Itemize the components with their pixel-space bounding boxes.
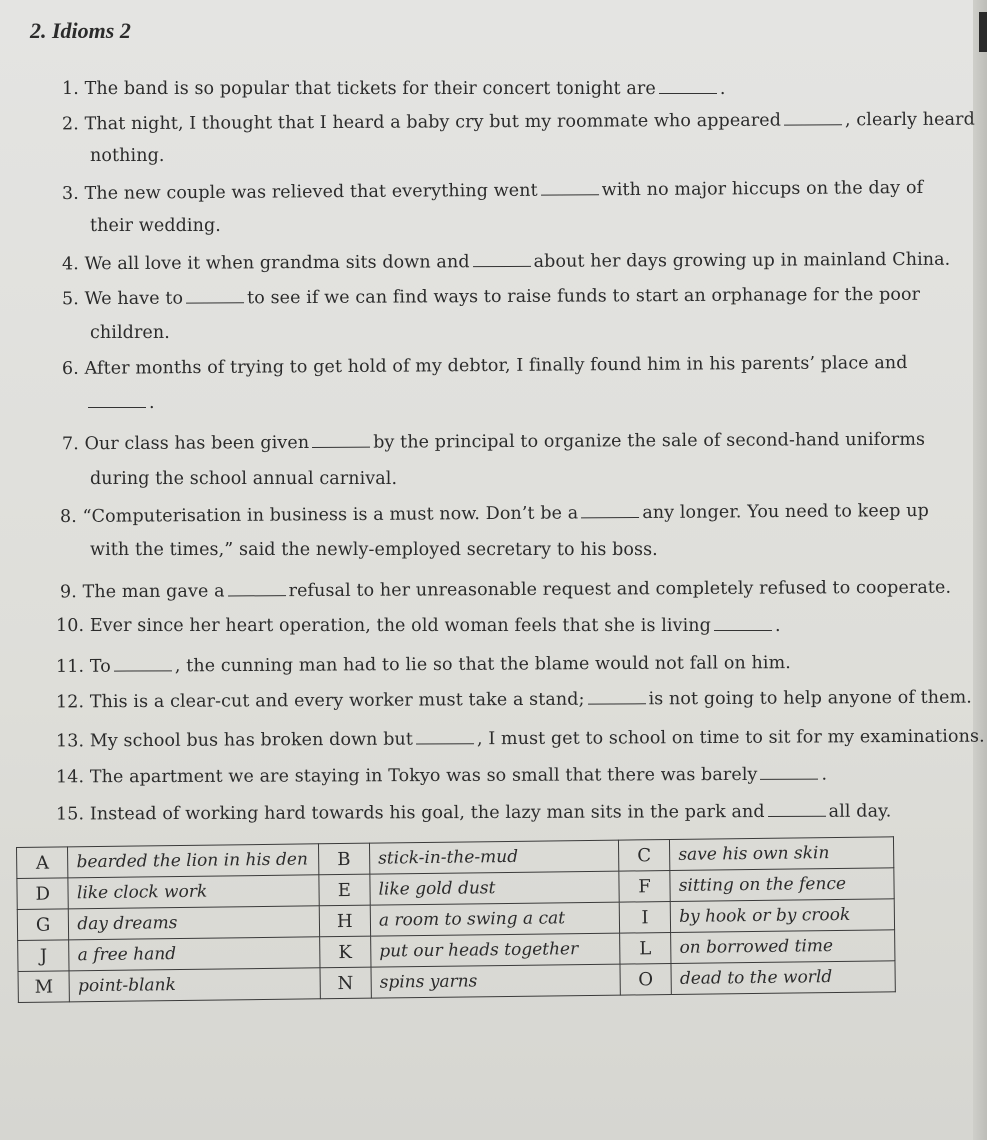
question-text: Our class has been given xyxy=(84,432,310,455)
question-text: The man gave a xyxy=(82,581,225,603)
question-number: 15. xyxy=(55,804,85,825)
option-letter: M xyxy=(18,971,70,1003)
question-text: This is a clear-cut and every worker must take a stand; xyxy=(89,689,585,713)
option-phrase: spins yarns xyxy=(371,964,620,998)
question-3-cont: their wedding. xyxy=(90,216,221,236)
option-phrase: on borrowed time xyxy=(671,930,895,964)
question-5 xyxy=(62,285,920,309)
question-13 xyxy=(56,727,985,752)
question-15 xyxy=(56,802,891,825)
question-6-cont xyxy=(88,393,155,413)
option-letter: J xyxy=(18,940,70,972)
option-letter: O xyxy=(620,964,672,996)
question-text: with no major hiccups on the day of xyxy=(601,177,924,201)
question-number: 13. xyxy=(55,731,85,752)
option-phrase: dead to the world xyxy=(671,961,895,995)
question-4 xyxy=(62,250,950,275)
answer-blank[interactable] xyxy=(581,516,639,518)
answer-blank[interactable] xyxy=(784,123,842,125)
option-letter: C xyxy=(618,840,670,872)
edge-mark xyxy=(979,12,987,52)
question-12 xyxy=(56,688,972,713)
question-6 xyxy=(62,353,908,379)
question-1 xyxy=(62,79,725,99)
question-number: 2. xyxy=(61,114,79,135)
question-text: . xyxy=(719,79,726,99)
option-letter: L xyxy=(619,933,671,965)
option-phrase: like clock work xyxy=(68,875,319,909)
option-phrase: day dreams xyxy=(69,906,320,940)
answer-blank[interactable] xyxy=(114,669,172,671)
question-number: 9. xyxy=(59,582,77,603)
question-text: . xyxy=(774,616,781,636)
question-3 xyxy=(62,178,923,204)
question-number: 7. xyxy=(61,434,79,455)
option-letter: H xyxy=(319,905,371,937)
question-number: 10. xyxy=(56,616,85,636)
option-phrase: by hook or by crook xyxy=(670,899,894,933)
question-text: The band is so popular that tickets for their concert tonight are xyxy=(84,79,656,99)
question-text: refusal to her unreasonable request and completely refused to cooperate. xyxy=(288,577,952,602)
answer-blank[interactable] xyxy=(714,629,772,631)
question-8-cont: with the times,” said the newly-employed secretary to his boss. xyxy=(90,540,658,560)
question-text: . xyxy=(821,764,828,785)
option-phrase: a room to swing a cat xyxy=(370,902,619,936)
answer-blank[interactable] xyxy=(88,406,146,408)
question-text: , clearly heard xyxy=(844,109,975,131)
question-text: My school bus has broken down but xyxy=(89,729,414,752)
question-5-cont: children. xyxy=(90,323,170,343)
idioms-table xyxy=(16,836,896,1003)
question-2-cont: nothing. xyxy=(90,146,165,166)
question-text: any longer. You need to keep up xyxy=(642,500,929,523)
question-text: , the cunning man had to lie so that the blame would not fall on him. xyxy=(174,653,791,677)
answer-blank[interactable] xyxy=(473,265,531,267)
question-text: . xyxy=(149,393,155,413)
option-letter: E xyxy=(318,874,370,906)
answer-blank[interactable] xyxy=(312,446,370,448)
question-text: We have to xyxy=(84,288,184,310)
question-text: , I must get to school on time to sit for my examinations. xyxy=(476,726,985,750)
option-phrase: stick-in-the-mud xyxy=(369,840,618,874)
question-number: 3. xyxy=(61,183,79,205)
question-9 xyxy=(60,578,951,603)
answer-blank[interactable] xyxy=(541,193,599,195)
question-text: That night, I thought that I heard a baby cry but my roommate who appeared xyxy=(84,110,782,135)
question-text: We all love it when grandma sits down and xyxy=(84,252,470,275)
answer-blank[interactable] xyxy=(416,742,474,744)
answer-blank[interactable] xyxy=(228,594,286,596)
question-14 xyxy=(56,765,827,788)
question-text: is not going to help anyone of them. xyxy=(648,687,972,710)
answer-blank[interactable] xyxy=(659,92,717,94)
answer-blank[interactable] xyxy=(760,778,818,780)
question-number: 14. xyxy=(55,767,85,788)
question-7 xyxy=(62,430,925,455)
question-number: 4. xyxy=(61,254,79,275)
option-phrase: sitting on the fence xyxy=(670,868,894,902)
answer-blank[interactable] xyxy=(768,815,826,817)
question-number: 6. xyxy=(61,358,79,379)
option-phrase: like gold dust xyxy=(370,871,619,905)
section-title: 2. Idioms 2 xyxy=(30,18,131,43)
question-text: To xyxy=(89,656,111,677)
option-phrase: save his own skin xyxy=(670,837,894,871)
question-number: 12. xyxy=(55,692,85,713)
question-text: After months of trying to get hold of my debtor, I finally found him in his parents’ place and xyxy=(84,353,908,379)
option-letter: N xyxy=(320,967,372,999)
option-letter: K xyxy=(319,936,371,968)
question-8 xyxy=(60,501,929,527)
answer-blank[interactable] xyxy=(186,301,244,303)
question-number: 5. xyxy=(61,289,79,310)
option-phrase: bearded the lion in his den xyxy=(68,844,319,878)
question-7-cont: during the school annual carnival. xyxy=(90,469,398,489)
question-number: 1. xyxy=(62,79,79,99)
question-11 xyxy=(56,653,791,677)
question-text: Ever since her heart operation, the old woman feels that she is living xyxy=(89,616,711,636)
option-letter: D xyxy=(17,878,69,910)
option-phrase: point-blank xyxy=(69,968,320,1002)
question-text: all day. xyxy=(828,801,892,822)
question-text: The apartment we are staying in Tokyo was so small that there was barely xyxy=(89,764,758,788)
question-2 xyxy=(62,110,975,135)
answer-blank[interactable] xyxy=(588,702,646,704)
question-number: 11. xyxy=(55,656,85,677)
question-text: to see if we can find ways to raise funds to start an orphanage for the poor xyxy=(247,284,921,309)
question-text: by the principal to organize the sale of second-hand uniforms xyxy=(373,429,926,453)
option-phrase: put our heads together xyxy=(371,933,620,967)
option-phrase: a free hand xyxy=(69,937,320,971)
question-text: Instead of working hard towards his goal, the lazy man sits in the park and xyxy=(89,801,765,825)
question-text: “Computerisation in business is a must now. Don’t be a xyxy=(82,503,579,527)
option-letter: A xyxy=(17,847,69,879)
question-text: about her days growing up in mainland China. xyxy=(533,249,951,272)
option-letter: F xyxy=(619,871,671,903)
question-number: 8. xyxy=(59,506,77,528)
question-10 xyxy=(56,616,781,636)
option-letter: I xyxy=(619,902,671,934)
page-edge xyxy=(973,0,987,1140)
option-letter: G xyxy=(17,909,69,941)
question-text: The new couple was relieved that everything went xyxy=(84,180,538,204)
option-letter: B xyxy=(318,843,370,875)
